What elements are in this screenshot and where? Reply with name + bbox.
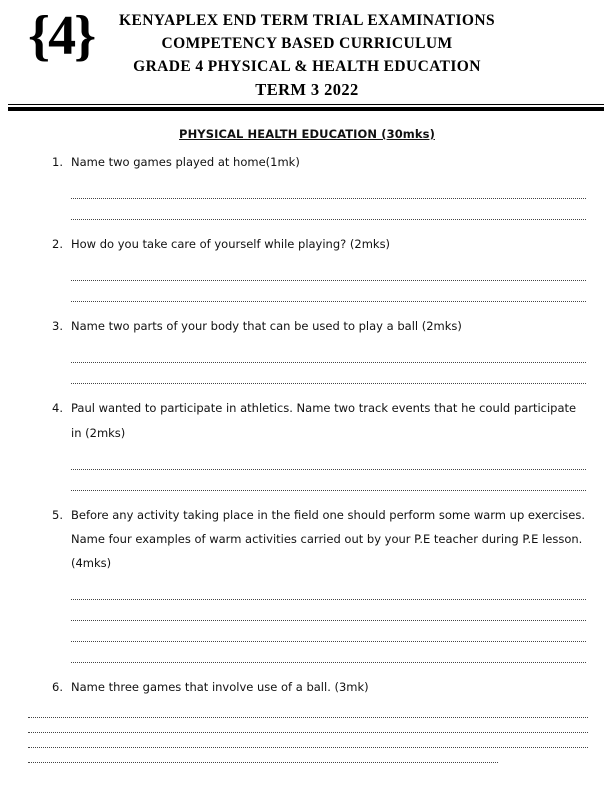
question-text: Name two parts of your body that can be used to play a ball (2mks) (71, 319, 462, 334)
question-text: Paul wanted to participate in athletics. Name two track events that he could participate in (2mks) (71, 401, 577, 440)
question-list (28, 150, 586, 763)
answer-line (71, 621, 586, 642)
question-row (28, 314, 586, 338)
question-number: 2. (52, 237, 63, 252)
answer-lines (71, 579, 586, 663)
question (28, 503, 586, 663)
answer-line (71, 642, 586, 663)
answer-line (71, 363, 586, 384)
answer-line (71, 199, 586, 220)
question (28, 314, 586, 384)
question-row (28, 150, 586, 174)
answer-lines (71, 178, 586, 220)
header-rule-thin (8, 104, 604, 105)
header-rule-thick (8, 107, 604, 112)
header-line-term: TERM 3 2022 (255, 80, 359, 100)
answer-line (71, 449, 586, 470)
question-number: 5. (52, 507, 63, 522)
header-line-exam-name: KENYAPLEX END TERM TRIAL EXAMINATIONS (119, 12, 495, 29)
question (28, 396, 586, 490)
section-title: PHYSICAL HEALTH EDUCATION (30mks) (179, 127, 435, 141)
question-number: 3. (52, 319, 63, 334)
question (28, 232, 586, 302)
question-row (28, 232, 586, 256)
answer-lines (71, 449, 586, 491)
question-text: How do you take care of yourself while playing? (2mks) (71, 237, 391, 252)
question (28, 150, 586, 220)
section-title-row (28, 123, 586, 142)
question-text: Before any activity taking place in the field one should perform some warm up exercises. Name four examples of warm activities carried out by your P.E teacher during P.E lesson. (4mks) (71, 507, 586, 570)
header-line-curriculum: COMPETENCY BASED CURRICULUM (161, 35, 453, 53)
answer-lines (28, 703, 588, 763)
question (28, 675, 586, 763)
exam-header (28, 5, 586, 100)
answer-line (71, 600, 586, 621)
question-number: 1. (52, 155, 63, 169)
header-line-subject: GRADE 4 PHYSICAL & HEALTH EDUCATION (133, 58, 481, 76)
answer-line (71, 178, 586, 199)
question-text: Name two games played at home(1mk) (71, 155, 300, 169)
question-number: 6. (52, 680, 63, 695)
answer-line (28, 748, 498, 763)
answer-line (28, 703, 588, 718)
header-title-block (28, 12, 586, 99)
answer-lines (71, 260, 586, 302)
answer-line (71, 470, 586, 491)
question-number: 4. (52, 401, 63, 416)
answer-line (71, 342, 586, 363)
question-row (28, 396, 586, 444)
answer-line (71, 260, 586, 281)
answer-lines (71, 342, 586, 384)
answer-line (71, 579, 586, 600)
question-row (28, 675, 586, 699)
question-text: Name three games that involve use of a ball. (3mk) (71, 680, 369, 695)
question-row (28, 503, 586, 575)
answer-line (28, 733, 588, 748)
answer-line (28, 718, 588, 733)
header-rule (8, 104, 604, 111)
answer-line (71, 281, 586, 302)
exam-logo: {4} (28, 5, 95, 67)
